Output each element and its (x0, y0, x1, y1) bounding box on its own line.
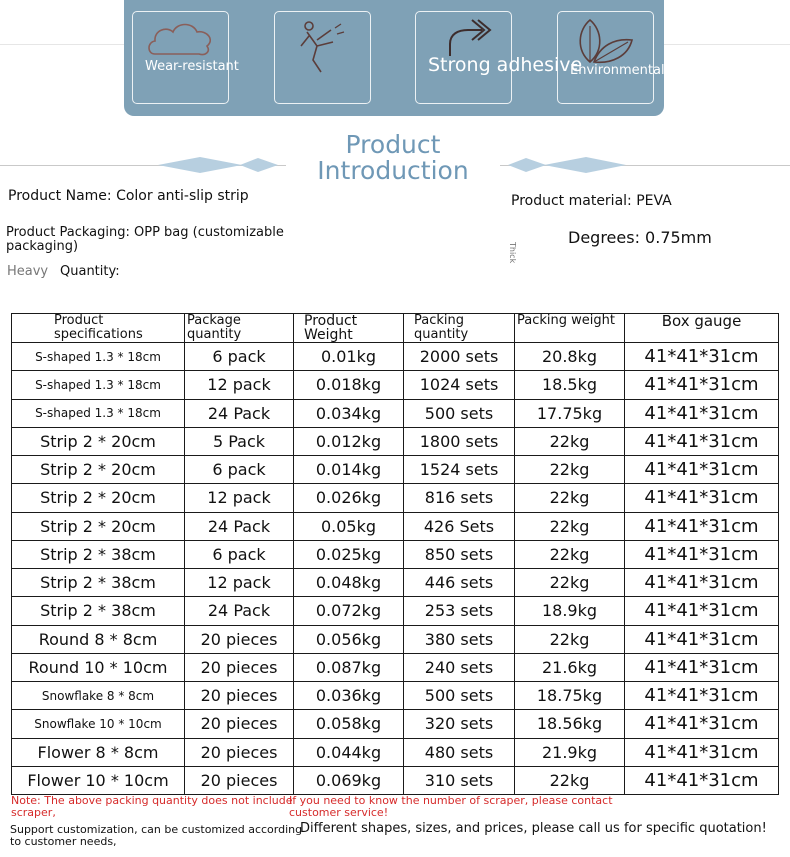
thickness-degrees: Degrees: 0.75mm (568, 228, 712, 247)
feature-strong-adhesive (415, 11, 583, 104)
cell-package-qty: 5 Pack (185, 427, 294, 455)
cell-box-gauge: 41*41*31cm (625, 766, 779, 794)
cell-packing-qty: 1800 sets (404, 427, 515, 455)
table-row (12, 343, 779, 371)
table-row (12, 569, 779, 597)
cell-box-gauge: 41*41*31cm (625, 484, 779, 512)
cell-packing-weight: 22kg (515, 569, 625, 597)
cell-packing-weight: 20.8kg (515, 343, 625, 371)
cell-packing-qty: 1524 sets (404, 456, 515, 484)
feature-anti-slip (274, 11, 371, 104)
cell-package-qty: 6 pack (185, 540, 294, 568)
cell-spec: Round 8 * 8cm (12, 625, 185, 653)
cell-packing-weight: 21.6kg (515, 653, 625, 681)
cell-box-gauge: 41*41*31cm (625, 653, 779, 681)
cell-product-weight: 0.036kg (294, 682, 404, 710)
cell-box-gauge: 41*41*31cm (625, 682, 779, 710)
cell-package-qty: 24 Pack (185, 399, 294, 427)
cell-product-weight: 0.026kg (294, 484, 404, 512)
feature-wear-resistant (132, 11, 239, 104)
cell-packing-weight: 22kg (515, 540, 625, 568)
cell-box-gauge: 41*41*31cm (625, 343, 779, 371)
cell-spec: Flower 10 * 10cm (12, 766, 185, 794)
cell-packing-weight: 18.5kg (515, 371, 625, 399)
cell-packing-qty: 2000 sets (404, 343, 515, 371)
cell-product-weight: 0.048kg (294, 569, 404, 597)
table-row (12, 682, 779, 710)
cell-product-weight: 0.018kg (294, 371, 404, 399)
cell-box-gauge: 41*41*31cm (625, 512, 779, 540)
cell-packing-qty: 816 sets (404, 484, 515, 512)
cell-product-weight: 0.072kg (294, 597, 404, 625)
cell-spec: Strip 2 * 20cm (12, 512, 185, 540)
cell-box-gauge: 41*41*31cm (625, 371, 779, 399)
slip-figure-icon (287, 16, 357, 76)
note-scraper: Note: The above packing quantity does not include scraper, (11, 794, 293, 819)
table-header-row (12, 314, 779, 343)
cell-product-weight: 0.069kg (294, 766, 404, 794)
cell-spec: Strip 2 * 20cm (12, 427, 185, 455)
cell-package-qty: 6 pack (185, 343, 294, 371)
cell-spec: Strip 2 * 20cm (12, 456, 185, 484)
cell-product-weight: 0.034kg (294, 399, 404, 427)
table-row (12, 399, 779, 427)
cell-box-gauge: 41*41*31cm (625, 569, 779, 597)
table-row (12, 653, 779, 681)
cell-packing-qty: 426 Sets (404, 512, 515, 540)
cell-packing-qty: 446 sets (404, 569, 515, 597)
cell-packing-qty: 240 sets (404, 653, 515, 681)
cell-spec: S-shaped 1.3 * 18cm (12, 399, 185, 427)
cell-packing-weight: 21.9kg (515, 738, 625, 766)
table-row (12, 738, 779, 766)
spec-table (11, 313, 779, 795)
header-packing-weight: Packing weight (515, 314, 625, 343)
cloud-icon (145, 16, 217, 60)
cell-packing-qty: 500 sets (404, 682, 515, 710)
quantity-label: Quantity: (60, 264, 120, 279)
section-title: Product Introduction (317, 130, 469, 185)
cell-packing-weight: 22kg (515, 427, 625, 455)
cell-product-weight: 0.025kg (294, 540, 404, 568)
cell-package-qty: 6 pack (185, 456, 294, 484)
cell-packing-qty: 500 sets (404, 399, 515, 427)
cell-packing-weight: 22kg (515, 625, 625, 653)
table-row (12, 456, 779, 484)
table-row (12, 371, 779, 399)
cell-packing-qty: 380 sets (404, 625, 515, 653)
cell-packing-qty: 1024 sets (404, 371, 515, 399)
cell-package-qty: 12 pack (185, 371, 294, 399)
cell-box-gauge: 41*41*31cm (625, 540, 779, 568)
cell-product-weight: 0.087kg (294, 653, 404, 681)
cell-box-gauge: 41*41*31cm (625, 625, 779, 653)
table-row (12, 625, 779, 653)
table-row (12, 597, 779, 625)
product-name: Product Name: Color anti-slip strip (8, 188, 249, 204)
cell-product-weight: 0.05kg (294, 512, 404, 540)
cell-packing-qty: 320 sets (404, 710, 515, 738)
cell-box-gauge: 41*41*31cm (625, 456, 779, 484)
cell-spec: Strip 2 * 38cm (12, 540, 185, 568)
cell-package-qty: 20 pieces (185, 625, 294, 653)
cell-packing-weight: 18.56kg (515, 710, 625, 738)
cell-packing-weight: 17.75kg (515, 399, 625, 427)
cell-packing-weight: 22kg (515, 766, 625, 794)
cell-package-qty: 24 Pack (185, 597, 294, 625)
cell-package-qty: 20 pieces (185, 682, 294, 710)
table-row (12, 710, 779, 738)
cell-package-qty: 12 pack (185, 569, 294, 597)
table-row (12, 540, 779, 568)
diamond-ornament-left (156, 154, 280, 176)
cell-packing-qty: 310 sets (404, 766, 515, 794)
heavy-label: Heavy (7, 264, 49, 279)
thick-label: Thick (508, 242, 517, 264)
header-product-weight: Product Weight (294, 314, 404, 343)
cell-packing-weight: 22kg (515, 484, 625, 512)
cell-packing-qty: 253 sets (404, 597, 515, 625)
cell-box-gauge: 41*41*31cm (625, 738, 779, 766)
feature-label: Strong adhesive (428, 54, 583, 76)
cell-spec: Snowflake 10 * 10cm (12, 710, 185, 738)
feature-label: Wear-resistant (145, 59, 239, 74)
product-material: Product material: PEVA (511, 193, 672, 209)
cell-product-weight: 0.044kg (294, 738, 404, 766)
cell-package-qty: 20 pieces (185, 766, 294, 794)
cell-spec: S-shaped 1.3 * 18cm (12, 371, 185, 399)
cell-spec: S-shaped 1.3 * 18cm (12, 343, 185, 371)
header-packing-quantity: Packing quantity (404, 314, 515, 343)
header-box-gauge: Box gauge (625, 314, 779, 343)
cell-product-weight: 0.014kg (294, 456, 404, 484)
cell-product-weight: 0.058kg (294, 710, 404, 738)
cell-spec: Strip 2 * 38cm (12, 569, 185, 597)
cell-spec: Strip 2 * 20cm (12, 484, 185, 512)
product-packaging: Product Packaging: OPP bag (customizable packaging) (6, 225, 284, 254)
cell-product-weight: 0.012kg (294, 427, 404, 455)
feature-environmental-protection (557, 11, 736, 104)
table-row (12, 427, 779, 455)
feature-banner (124, 0, 736, 116)
table-row (12, 484, 779, 512)
note-contact-service: If you need to know the number of scraper, please contact customer service! (289, 794, 613, 819)
cell-box-gauge: 41*41*31cm (625, 399, 779, 427)
table-row (12, 512, 779, 540)
cell-box-gauge: 41*41*31cm (625, 427, 779, 455)
cell-package-qty: 20 pieces (185, 653, 294, 681)
cell-packing-weight: 18.9kg (515, 597, 625, 625)
cell-packing-weight: 22kg (515, 456, 625, 484)
note-customization: Support customization, can be customized according to customer needs, (10, 823, 303, 848)
cell-packing-weight: 22kg (515, 512, 625, 540)
header-package-quantity: Package quantity (185, 314, 294, 343)
cell-package-qty: 20 pieces (185, 710, 294, 738)
cell-packing-qty: 850 sets (404, 540, 515, 568)
table-row (12, 766, 779, 794)
cell-packing-qty: 480 sets (404, 738, 515, 766)
cell-spec: Flower 8 * 8cm (12, 738, 185, 766)
cell-package-qty: 24 Pack (185, 512, 294, 540)
cell-box-gauge: 41*41*31cm (625, 710, 779, 738)
note-quotation: Different shapes, sizes, and prices, please call us for specific quotation! (300, 821, 767, 836)
cell-box-gauge: 41*41*31cm (625, 597, 779, 625)
cell-packing-weight: 18.75kg (515, 682, 625, 710)
cell-package-qty: 12 pack (185, 484, 294, 512)
header-product-specifications: Product specifications (12, 314, 185, 343)
feature-label: Environmental protection (570, 63, 736, 78)
diamond-ornament-right (506, 154, 630, 176)
cell-spec: Snowflake 8 * 8cm (12, 682, 185, 710)
cell-product-weight: 0.056kg (294, 625, 404, 653)
cell-spec: Strip 2 * 38cm (12, 597, 185, 625)
cell-spec: Round 10 * 10cm (12, 653, 185, 681)
cell-package-qty: 20 pieces (185, 738, 294, 766)
cell-product-weight: 0.01kg (294, 343, 404, 371)
